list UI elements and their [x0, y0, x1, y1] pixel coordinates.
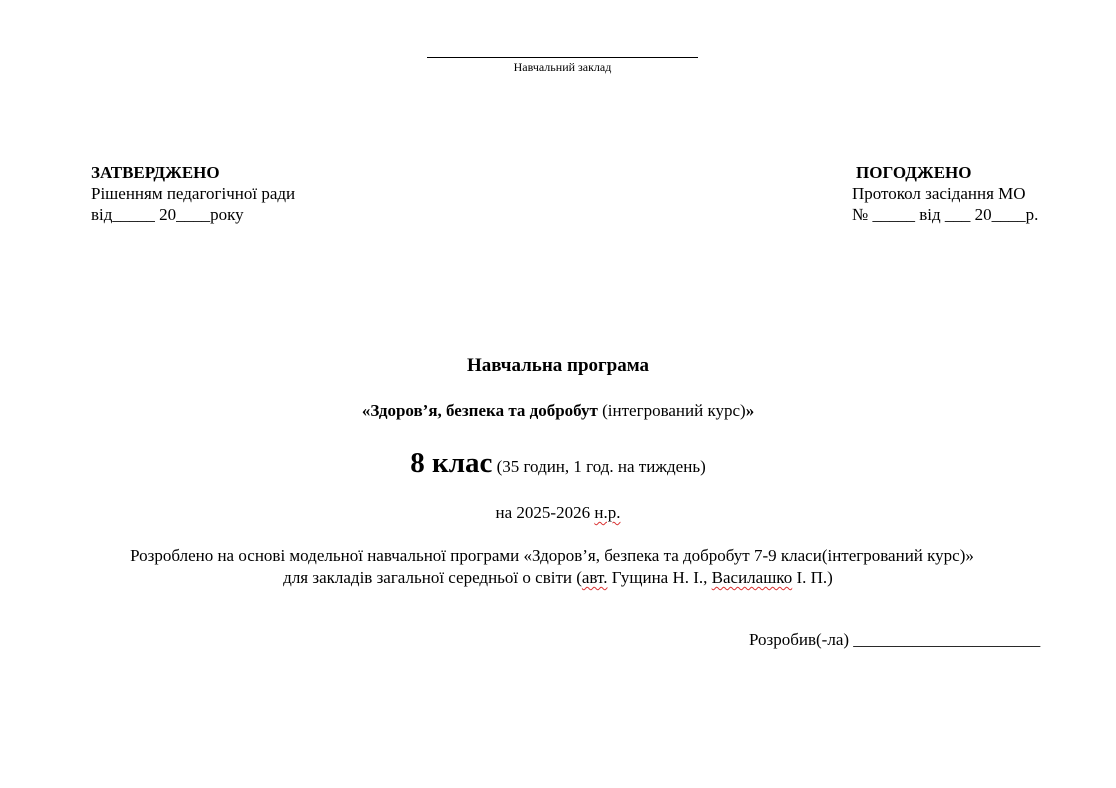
approved-line2: від_____ 20____року: [91, 205, 244, 224]
academic-year-abbr: н.р.: [594, 503, 621, 522]
agreed-line2: № _____ від ___ 20____р.: [852, 205, 1039, 224]
academic-year: [0, 502, 1116, 524]
course-name-bold: Здоров’я, безпека та добробут: [370, 401, 598, 420]
agreed-heading: ПОГОДЖЕНО: [856, 163, 972, 182]
grade-hours: (35 годин, 1 год. на тиждень): [492, 457, 706, 476]
program-title: Навчальна програма: [466, 355, 650, 376]
agreed-line1: Протокол засідання МО: [852, 184, 1026, 203]
course-name: [0, 400, 1116, 422]
agreed-block: [852, 162, 1038, 225]
course-quote-close: »: [745, 401, 755, 420]
basis-line2-a: для закладів загальної середньої о світи (: [283, 568, 582, 587]
approved-line1: Рішенням педагогічної ради: [91, 184, 296, 203]
basis-line2-b: Гущина Н. І.,: [607, 568, 712, 587]
basis-paragraph: [0, 545, 1116, 589]
basis-author-name: Василашко: [711, 568, 793, 587]
institution-underline: [427, 57, 698, 58]
grade-label: 8 клас: [410, 447, 493, 479]
institution-label: Навчальний заклад: [513, 60, 612, 74]
basis-avt: авт.: [581, 568, 608, 587]
basis-line2-c: І. П.): [792, 568, 833, 587]
approved-heading: ЗАТВЕРДЖЕНО: [91, 163, 220, 182]
grade-line: [0, 446, 1116, 485]
approved-block: [91, 162, 295, 225]
course-quote-open: «: [361, 401, 371, 420]
author-signature-line: Розробив(-ла) ______________________: [749, 630, 1041, 649]
basis-line2: [0, 567, 1116, 589]
course-name-note: (інтегрований курс): [597, 401, 746, 420]
academic-year-text: на 2025-2026: [495, 503, 595, 522]
basis-line1: Розроблено на основі модельної навчальної програми «Здоров’я, безпека та добробут 7-9 класи(інтегрований курс)»: [130, 546, 974, 565]
